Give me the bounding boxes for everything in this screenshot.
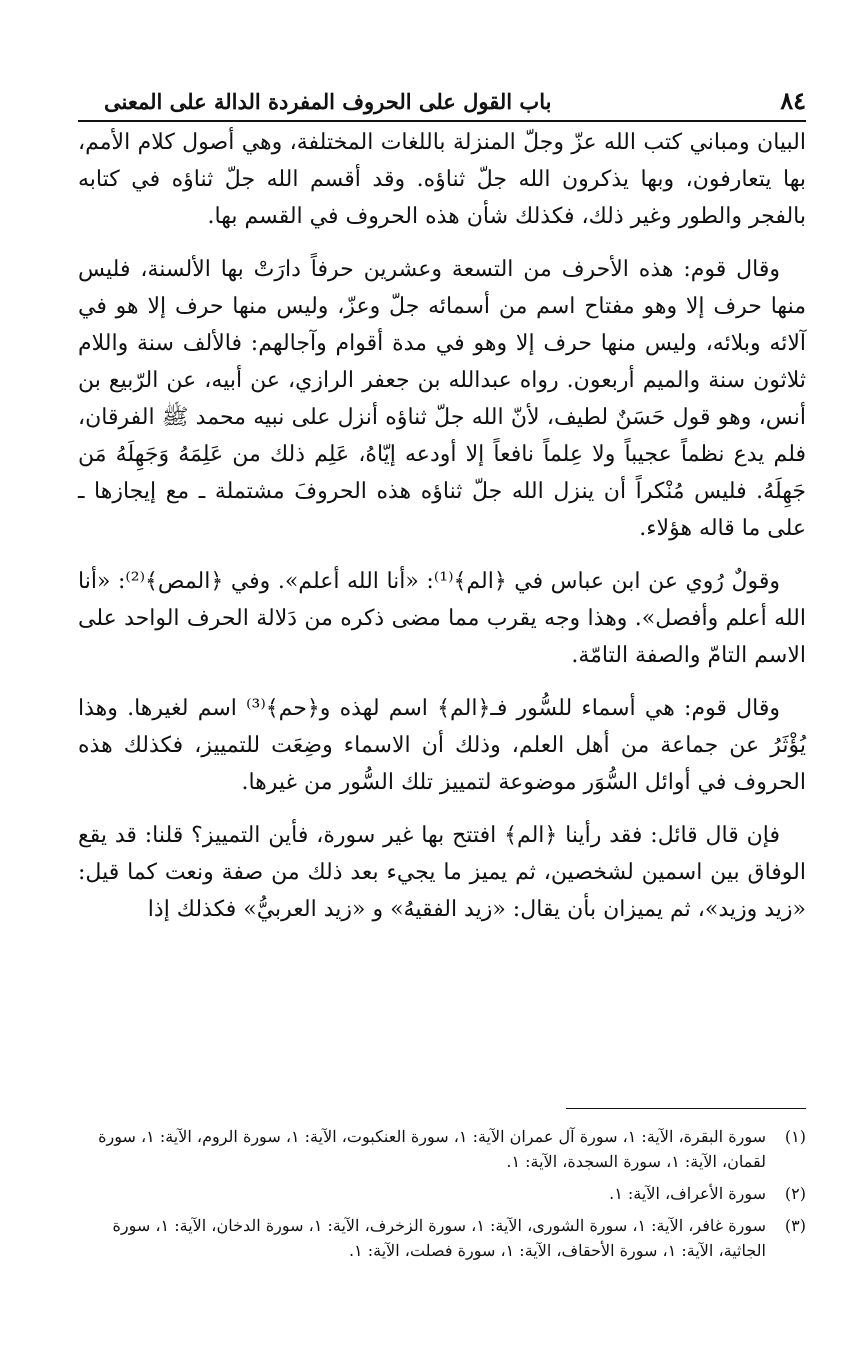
paragraph-continuation: البيان ومباني كتب الله عزّ وجلّ المنزلة باللغات المختلفة، وهي أصول كلام الأمم، بها يتعارفون، وبها يذكرون الله جلّ ثناؤه. وقد أقسم الله جلّ ثناؤه في كتابه بالفجر والطور وغير ذلك، فكذلك شأن هذه الحروف في القسم بها. (78, 130, 806, 229)
paragraph: وقال قوم: هي أسماء للسُّور فـ﴿الم﴾ اسم لهذه و﴿حم﴾⁽³⁾ اسم لغيرها. وهذا يُؤْثَرُ عن جماعة من أهل العلم، وذلك أن الاسماء وضِعَت للتمييز، فكذلك هذه الحروف في أوائل السُّوَر موضوعة لتمييز تلك السُّور من غيرها. (78, 696, 806, 795)
footnote-item (78, 1181, 806, 1206)
footnote-item (78, 1124, 806, 1174)
paragraph: وقال قوم: هذه الأحرف من التسعة وعشرين حرفاً دارَتْ بها الألسنة، فليس منها حرف إلا وهو مفتاح اسم من أسمائه جلّ وعزّ، وليس منها حرف إلا هو في آلائه وبلائه، وليس منها حرف إلا وهو في مدة أقوام وآجالهم: فالألف سنة واللام ثلاثون سنة والميم أربعون. رواه عبدالله بن جعفر الرازي، عن أبيه، عن الرّبيع بن أنس، وهو قول حَسَنٌ لطيف، لأنّ الله جلّ ثناؤه أنزل على نبيه محمد ﷺ الفرقان، فلم يدع نظماً عجيباً ولا عِلماً نافعاً إلا أودعه إيّاهُ، عَلِم ذلك من عَلِمَهُ وَجَهِلَهُ مَن جَهِلَهُ. فليس مُنْكراً أن ينزل الله جلّ ثناؤه هذه الحروفَ مشتملة ـ مع إيجازها ـ على ما قاله هؤلاء. (78, 257, 806, 541)
footnote-text: سورة البقرة، الآية: ١، سورة آل عمران الآية: ١، سورة العنكبوت، الآية: ١، سورة الروم، الآية: ١، سورة لقمان، الآية: ١، سورة السجدة، الآية: ١. (98, 1127, 766, 1171)
footnote-number: (٢) (784, 1184, 806, 1203)
running-header (78, 86, 806, 122)
footnote-number: (٣) (784, 1216, 806, 1235)
footnote-number: (١) (784, 1127, 806, 1146)
footnote-item (78, 1213, 806, 1263)
chapter-title: باب القول على الحروف المفردة الدالة على المعنى (104, 89, 552, 114)
footnote-text: سورة الأعراف، الآية: ١. (609, 1184, 766, 1203)
paragraph: فإن قال قائل: فقد رأينا ﴿الم﴾ افتتح بها غير سورة، فأين التمييز؟ قلنا: قد يقع الوفاق بين اسمين لشخصين، ثم يميز ما يجيء بعد ذلك من صفة ونعت كما قيل: «زيد وزيد»، ثم يميزان بأن يقال: «زيد الفقيهُ» و «زيد العربيُّ» فكذلك إذا (78, 823, 806, 922)
paragraph: وقولٌ رُوي عن ابن عباس في ﴿الم﴾⁽¹⁾: «أنا الله أعلم». وفي ﴿المص﴾⁽²⁾: «أنا الله أعلم وأفصل». وهذا وجه يقرب مما مضى ذكره من دَلالة الحرف الواحد على الاسم التامّ والصفة التامّة. (78, 569, 806, 668)
footnote-divider (566, 1108, 806, 1109)
main-text (78, 124, 806, 944)
footnote-text: سورة غافر، الآية: ١، سورة الشورى، الآية: ١، سورة الزخرف، الآية: ١، سورة الدخان، الآية: ١، سورة الجاثية، الآية: ١، سورة الأحقاف، الآية: ١، سورة فصلت، الآية: ١. (112, 1216, 766, 1260)
footnotes (78, 1124, 806, 1270)
page-number: ٨٤ (780, 86, 806, 115)
